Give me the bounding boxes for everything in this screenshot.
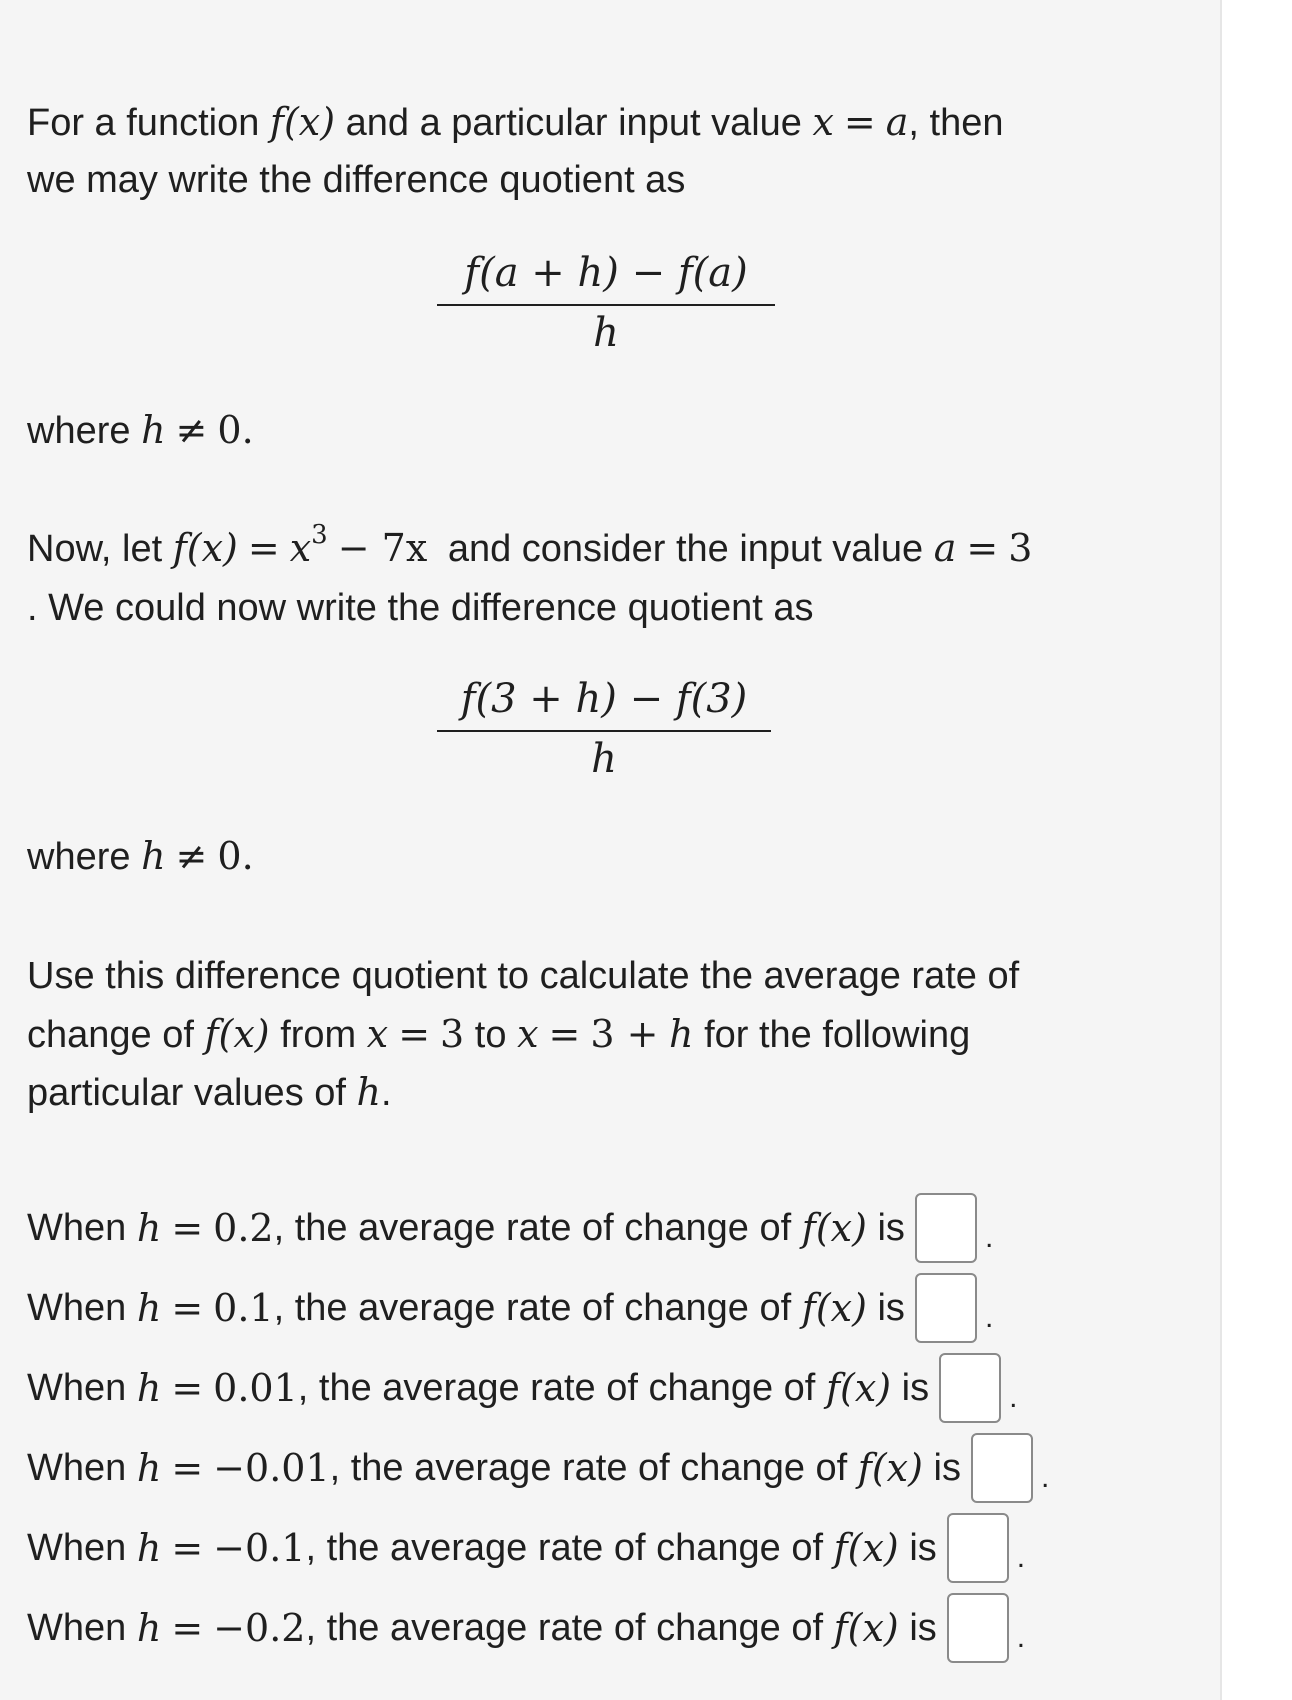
- where-text: where: [27, 410, 131, 452]
- to-text: to: [474, 1014, 507, 1056]
- instruction-text-3a: particular values of: [27, 1072, 346, 1114]
- period: .: [1009, 1381, 1018, 1414]
- question-text: , the average rate of change of: [305, 1526, 824, 1569]
- not-equal-sign: ≠: [175, 408, 208, 452]
- question-row: [27, 1269, 993, 1347]
- answer-input[interactable]: [947, 1513, 1009, 1583]
- instruction-text-3b: .: [380, 1072, 392, 1114]
- a-math: a: [933, 526, 957, 570]
- question-row: [27, 1189, 993, 1267]
- h-math: h: [669, 1012, 694, 1056]
- equals-sign: =: [171, 1606, 204, 1650]
- intro-text-c: , then: [908, 102, 1004, 144]
- x-math: x: [517, 1012, 539, 1056]
- question-text: , the average rate of change of: [273, 1206, 792, 1249]
- is-text: is: [909, 1606, 937, 1649]
- h-value: −0.1: [213, 1526, 306, 1570]
- is-text: is: [909, 1526, 937, 1569]
- a-math: a: [885, 100, 909, 144]
- answer-input[interactable]: [915, 1193, 977, 1263]
- fx-math: f(x): [204, 1012, 270, 1056]
- equals-sign: =: [843, 100, 876, 144]
- fx-math: f(x): [833, 1526, 899, 1570]
- intro-text-b: and a particular input value: [345, 102, 802, 144]
- question-row: [27, 1429, 1049, 1507]
- question-row: [27, 1589, 1025, 1667]
- fraction-denominator: h: [593, 310, 619, 356]
- is-text: is: [877, 1206, 905, 1249]
- equals-sign: =: [171, 1366, 204, 1410]
- h-math: h: [136, 1606, 162, 1650]
- answer-input[interactable]: [939, 1353, 1001, 1423]
- h-value: −0.2: [213, 1606, 306, 1650]
- h-value: 0.2: [213, 1206, 274, 1250]
- h-value: 0.01: [213, 1366, 298, 1410]
- instruction-text-2c: for the following: [704, 1014, 971, 1056]
- question-row: [27, 1509, 1025, 1587]
- intro-text-a: For a function: [27, 102, 260, 144]
- period: .: [1040, 1461, 1050, 1494]
- end-value: 3 +: [590, 1012, 659, 1056]
- h-math: h: [136, 1526, 162, 1570]
- h-math: h: [141, 408, 166, 452]
- question-text: , the average rate of change of: [305, 1606, 824, 1649]
- intro-line-1: [27, 92, 1004, 153]
- where-condition-2: [27, 826, 254, 887]
- equals-sign: =: [171, 1446, 204, 1490]
- period: .: [1016, 1621, 1026, 1654]
- fx-math: f(x): [825, 1366, 892, 1410]
- answer-input[interactable]: [915, 1273, 977, 1343]
- h-value: 0.1: [213, 1286, 274, 1330]
- equals-sign: =: [171, 1206, 204, 1250]
- is-text: is: [901, 1366, 930, 1409]
- start-value: 3: [440, 1012, 465, 1056]
- equals-sign: =: [398, 1012, 431, 1056]
- h-math: h: [136, 1366, 162, 1410]
- instruction-text-2a: change of: [27, 1014, 194, 1056]
- h-math: h: [136, 1286, 162, 1330]
- instruction-line-2: [27, 1004, 970, 1065]
- exponent: 3: [311, 520, 328, 551]
- x-math: x: [289, 526, 312, 570]
- when-text: When: [27, 1526, 127, 1569]
- equals-sign: =: [548, 1012, 581, 1056]
- where-text: where: [27, 836, 131, 878]
- period: .: [984, 1301, 994, 1334]
- when-text: When: [27, 1286, 127, 1329]
- equals-sign: =: [247, 526, 280, 570]
- question-text: , the average rate of change of: [329, 1446, 848, 1489]
- equals-sign: =: [171, 1526, 204, 1570]
- part2-text-a: Now, let: [27, 528, 163, 570]
- equals-sign: =: [966, 526, 999, 570]
- fx-math: f(x): [172, 526, 238, 570]
- part2-text-line2: . We could now write the difference quotient as: [27, 587, 814, 629]
- question-text: , the average rate of change of: [297, 1366, 816, 1409]
- instruction-text-2b: from: [280, 1014, 357, 1056]
- h-math: h: [136, 1206, 162, 1250]
- part2-text-b: and consider the input value: [447, 528, 924, 570]
- h-math: h: [356, 1070, 381, 1114]
- period: .: [1016, 1541, 1026, 1574]
- period: .: [984, 1221, 994, 1254]
- h-math: h: [141, 834, 166, 878]
- instruction-line-3: [27, 1062, 392, 1123]
- fx-math: f(x): [857, 1446, 923, 1490]
- answer-input[interactable]: [947, 1593, 1009, 1663]
- when-text: When: [27, 1606, 127, 1649]
- h-math: h: [136, 1446, 162, 1490]
- value-three: 3: [1008, 526, 1033, 570]
- instruction-line-1: [27, 946, 1019, 1006]
- part2-line-1: [27, 518, 1032, 579]
- part2-line-2: [27, 578, 814, 638]
- is-text: is: [877, 1286, 905, 1329]
- intro-line-2: [27, 150, 685, 210]
- difference-quotient-general: [437, 250, 775, 356]
- minus-term: − 7x: [337, 526, 428, 570]
- not-equal-sign: ≠: [175, 834, 208, 878]
- when-text: When: [27, 1206, 127, 1249]
- x-math: x: [812, 100, 834, 144]
- difference-quotient-specific: [437, 676, 771, 782]
- fx-math: f(x): [801, 1206, 867, 1250]
- h-value: −0.01: [213, 1446, 330, 1490]
- intro-text-line2: we may write the difference quotient as: [27, 159, 686, 201]
- instruction-text-1: Use this difference quotient to calculate the average rate of: [27, 955, 1020, 997]
- answer-input[interactable]: [971, 1433, 1033, 1503]
- question-text: , the average rate of change of: [273, 1286, 792, 1329]
- fx-math: f(x): [269, 100, 336, 144]
- fraction-numerator: f(3 + h) − f(3): [437, 676, 771, 732]
- when-text: When: [27, 1446, 127, 1489]
- zero-value: 0.: [217, 408, 254, 452]
- x-math: x: [366, 1012, 389, 1056]
- equals-sign: =: [171, 1286, 204, 1330]
- fraction-numerator: f(a + h) − f(a): [437, 250, 775, 306]
- when-text: When: [27, 1366, 127, 1409]
- where-condition-1: [27, 400, 254, 461]
- fx-math: f(x): [801, 1286, 867, 1330]
- zero-value: 0.: [217, 834, 254, 878]
- fraction-denominator: h: [591, 736, 617, 782]
- fx-math: f(x): [833, 1606, 899, 1650]
- question-row: [27, 1349, 1017, 1427]
- is-text: is: [933, 1446, 961, 1489]
